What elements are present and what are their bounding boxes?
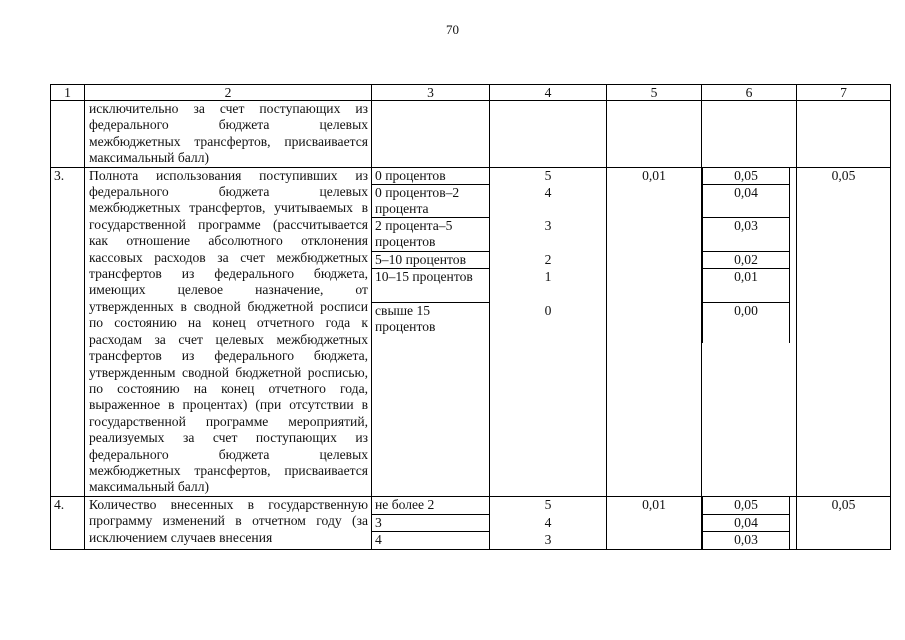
weighted-list <box>702 496 797 549</box>
criteria-table <box>50 84 891 550</box>
weighted-item: 0,01 <box>702 269 790 303</box>
criteria-list <box>372 496 490 549</box>
header-cell: 2 <box>85 85 372 101</box>
criteria-list <box>372 167 490 496</box>
header-cell: 7 <box>797 85 891 101</box>
score-item: 5 <box>544 496 552 512</box>
row-number: 4. <box>51 496 85 549</box>
score-item: 3 <box>544 217 552 233</box>
header-cell: 4 <box>490 85 607 101</box>
weighted-list <box>702 167 797 496</box>
page-number: 70 <box>446 22 459 37</box>
weight: 0,01 <box>607 167 702 496</box>
weighted-item: 0,05 <box>702 497 790 515</box>
score-item: 4 <box>544 184 552 200</box>
weighted-item: 0,00 <box>702 303 790 343</box>
header-row <box>51 85 891 101</box>
score-item: 0 <box>544 302 552 318</box>
criteria-item: 0 процентов <box>372 168 489 185</box>
max-score: 0,05 <box>797 496 891 549</box>
weight: 0,01 <box>607 496 702 549</box>
criteria-item: 0 процентов–2 процента <box>372 185 489 218</box>
score-item: 3 <box>544 531 552 547</box>
weighted-item: 0,03 <box>702 532 790 549</box>
header-cell: 6 <box>702 85 797 101</box>
criteria-item: 3 <box>372 515 489 532</box>
criteria-item: 4 <box>375 531 382 547</box>
criteria-item: 2 процента–5 процентов <box>372 218 489 252</box>
score-item: 1 <box>544 268 552 284</box>
weighted-item: 0,04 <box>702 185 790 218</box>
weighted-item: 0,04 <box>702 515 790 532</box>
criteria-item: 10–15 процентов <box>372 269 489 303</box>
table-row-continuation <box>51 101 891 168</box>
score-item: 5 <box>544 167 552 183</box>
scores-list <box>490 167 607 496</box>
header-cell: 3 <box>372 85 490 101</box>
score-item: 2 <box>544 251 552 267</box>
table-row-4 <box>51 496 891 549</box>
criteria-item: не более 2 <box>372 497 489 515</box>
scores-list <box>490 496 607 549</box>
row-number: 3. <box>51 167 85 496</box>
weighted-item: 0,03 <box>702 218 790 252</box>
score-item: 4 <box>544 514 552 530</box>
table-row-3 <box>51 167 891 496</box>
criteria-item: свыше 15 процентов <box>375 302 436 335</box>
weighted-item: 0,02 <box>702 252 790 269</box>
criterion-text: Количество внесенных в государственную программу изменений в отчетном году (за исключением случаев внесения <box>85 496 372 549</box>
criteria-item: 5–10 процентов <box>372 252 489 269</box>
criterion-text: исключительно за счет поступающих из федерального бюджета целевых межбюджетных трансфертов, присваивается максимальный балл) <box>85 101 372 168</box>
max-score: 0,05 <box>797 167 891 496</box>
criterion-text: Полнота использования поступивших из федерального бюджета целевых межбюджетных трансфертов, учитываемых в государственной программе (рассчитывается как отношение абсолютного отклонения кассовых расходов за счет межбюджетных трансфертов из федерального бюджета, имеющих целевое назначение, от утвержденных в сводной бюджетной росписи по состоянию на конец отчетного года к расходам за счет целевых межбюджетных трансфертов из федерального бюджета, утвержденным сводной бюджетной росписью, по состоянию на конец отчетного года, выраженное в процентах) (при отсутствии в государственной программе мероприятий, реализуемых за счет поступающих из федерального бюджета целевых межбюджетных трансфертов, присваивается максимальный балл) <box>85 167 372 496</box>
weighted-item: 0,05 <box>702 168 790 185</box>
header-cell: 5 <box>607 85 702 101</box>
header-cell: 1 <box>51 85 85 101</box>
